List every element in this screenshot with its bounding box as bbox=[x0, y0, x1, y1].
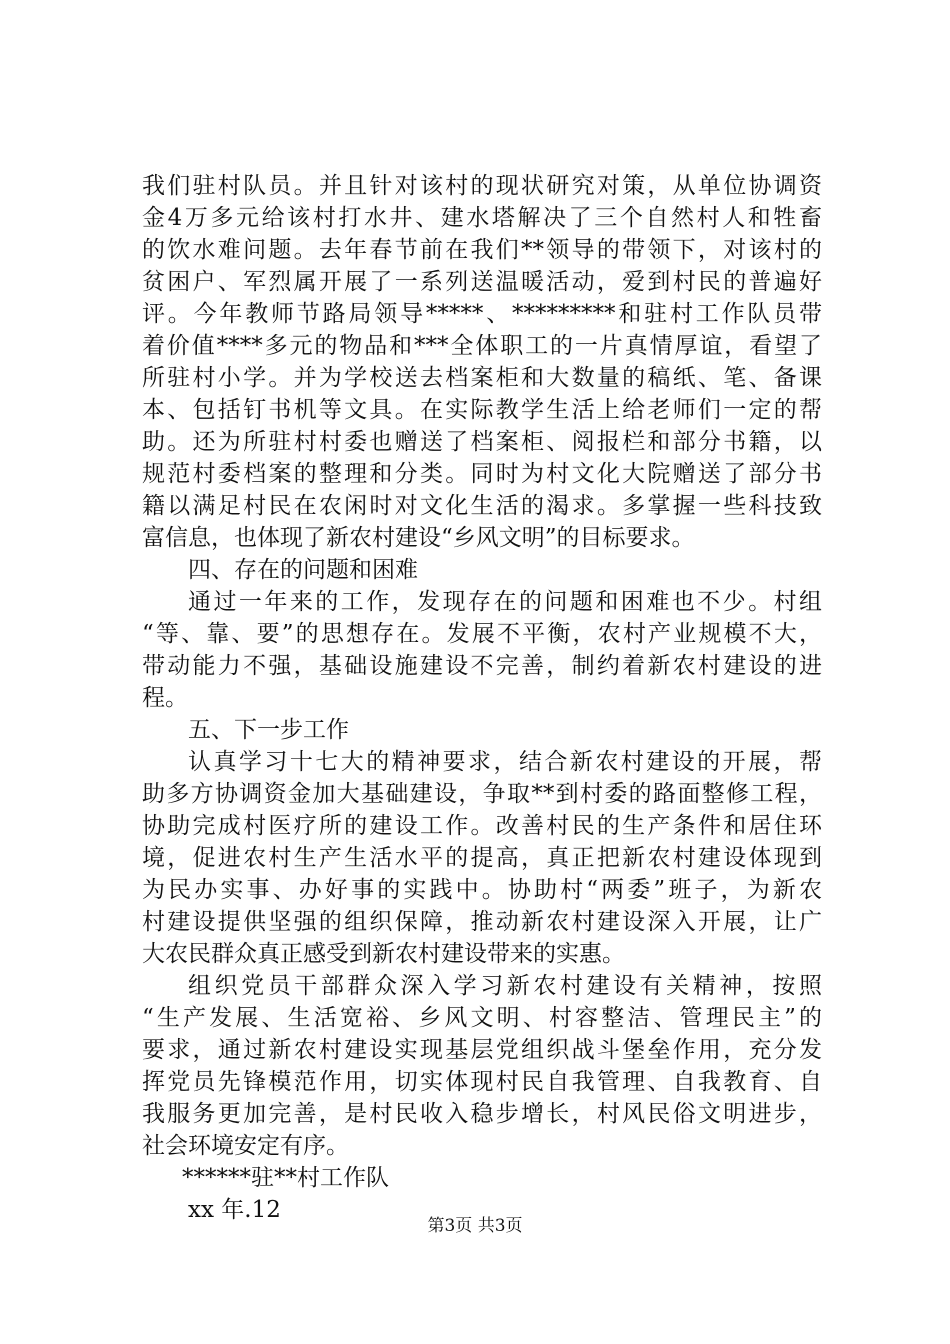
text-line: 我服务更加完善，是村民收入稳步增长，村风民俗文明进步， bbox=[142, 1101, 822, 1127]
text-line: 本、包括钉书机等文具。在实际教学生活上给老师们一定的帮 bbox=[142, 397, 822, 423]
text-line: 助多方协调资金加大基础建设，争取**到村委的路面整修工程， bbox=[142, 781, 822, 807]
text-line: 我们驻村队员。并且针对该村的现状研究对策，从单位协调资 bbox=[142, 173, 822, 199]
text-line: 要求，通过新农村建设实现基层党组织战斗堡垒作用，充分发 bbox=[142, 1037, 822, 1063]
paragraph-next-steps bbox=[142, 746, 822, 970]
text-line: “生产发展、生活宽裕、乡风文明、村容整洁、管理民主”的 bbox=[142, 1005, 822, 1031]
text-line: 通过一年来的工作，发现存在的问题和困难也不少。村组 bbox=[188, 589, 822, 615]
section-heading-problems: 四、存在的问题和困难 bbox=[188, 557, 418, 583]
text-line: 着价值****多元的物品和***全体职工的一片真情厚谊，看望了 bbox=[142, 333, 822, 359]
text-line: 评。今年教师节路局领导*****、*********和驻村工作队员带 bbox=[142, 301, 822, 327]
text-line: 籍以满足村民在农闲时对文化生活的渴求。多掌握一些科技致 bbox=[142, 493, 822, 519]
paragraph-party-organization bbox=[142, 970, 822, 1162]
text-line: 所驻村小学。并为学校送去档案柜和大数量的稿纸、笔、备课 bbox=[142, 365, 822, 391]
date-line: xx 年.12 bbox=[188, 1197, 281, 1223]
text-line: 挥党员先锋模范作用，切实体现村民自我管理、自我教育、自 bbox=[142, 1069, 822, 1095]
text-line: 程。 bbox=[142, 685, 188, 711]
text-line: 贫困户、军烈属开展了一系列送温暖活动，爱到村民的普遍好 bbox=[142, 269, 822, 295]
text-line: 的饮水难问题。去年春节前在我们**领导的带领下，对该村的 bbox=[142, 237, 822, 263]
text-line: 富信息，也体现了新农村建设“乡风文明”的目标要求。 bbox=[142, 525, 695, 551]
paragraph-aid-activities bbox=[142, 170, 822, 554]
section-heading-next-steps: 五、下一步工作 bbox=[188, 717, 349, 743]
document-body bbox=[142, 170, 822, 1226]
text-line: 带动能力不强，基础设施建设不完善，制约着新农村建设的进 bbox=[142, 653, 822, 679]
text-line: “等、靠、要”的思想存在。发展不平衡，农村产业规模不大， bbox=[142, 621, 822, 647]
text-line: 金4万多元给该村打水井、建水塔解决了三个自然村人和牲畜 bbox=[142, 205, 822, 231]
signature-line: ******驻**村工作队 bbox=[182, 1165, 389, 1191]
text-line: 协助完成村医疗所的建设工作。改善村民的生产条件和居住环 bbox=[142, 813, 822, 839]
text-line: 大农民群众真正感受到新农村建设带来的实惠。 bbox=[142, 941, 625, 967]
text-line: 社会环境安定有序。 bbox=[142, 1133, 349, 1159]
text-line: 助。还为所驻村村委也赠送了档案柜、阅报栏和部分书籍，以 bbox=[142, 429, 822, 455]
text-line: 规范村委档案的整理和分类。同时为村文化大院赠送了部分书 bbox=[142, 461, 822, 487]
paragraph-problems bbox=[142, 586, 822, 714]
page-number-footer: 第3页 共3页 bbox=[427, 1216, 523, 1236]
text-line: 认真学习十七大的精神要求，结合新农村建设的开展，帮 bbox=[188, 749, 822, 775]
text-line: 境，促进农村生产生活水平的提高，真正把新农村建设体现到 bbox=[142, 845, 822, 871]
text-line: 为民办实事、办好事的实践中。协助村“两委”班子，为新农 bbox=[142, 877, 822, 903]
text-line: 组织党员干部群众深入学习新农村建设有关精神，按照 bbox=[188, 973, 822, 999]
text-line: 村建设提供坚强的组织保障，推动新农村建设深入开展，让广 bbox=[142, 909, 822, 935]
